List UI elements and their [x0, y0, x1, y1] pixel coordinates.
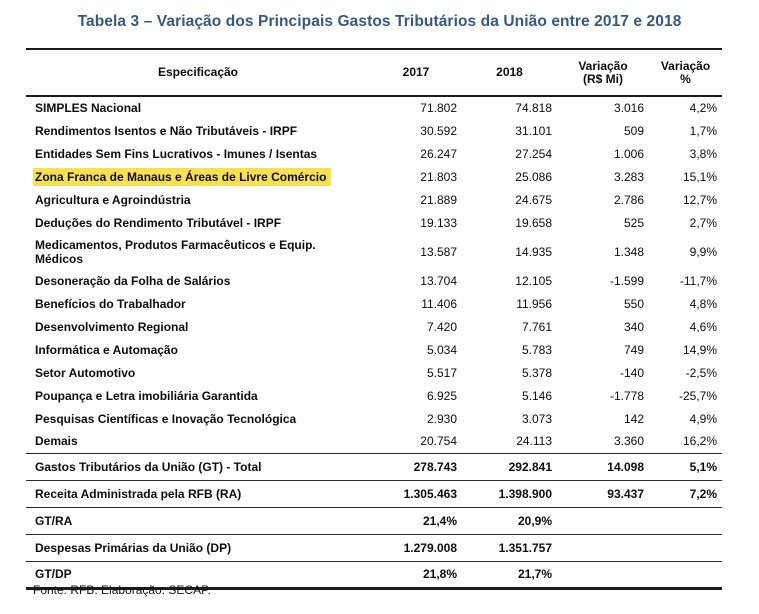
value-2017: 11.406 [421, 296, 457, 311]
value-2017: 21.803 [420, 169, 457, 184]
value-variacao-rsmi: 509 [623, 123, 644, 138]
col-header-variacao-rsmi-line1: Variação [578, 58, 628, 73]
value-2017: 1.305.463 [403, 486, 457, 501]
value-variacao-rsmi [557, 507, 649, 534]
row-label: Agricultura e Agroindústria [35, 192, 191, 207]
row-label [26, 165, 370, 188]
value-variacao-rsmi: 1.348 [613, 244, 644, 259]
value-variacao-pct: 4,6% [689, 319, 717, 334]
row-label: Demais [35, 434, 78, 449]
value-variacao-pct: -11,7% [679, 273, 717, 288]
value-2017: 71.802 [420, 101, 457, 115]
table-row [26, 211, 722, 234]
table-row [26, 269, 722, 292]
value-2017: 30.592 [420, 123, 457, 138]
value-variacao-rsmi [557, 534, 649, 561]
col-header-variacao-rsmi [557, 49, 649, 96]
value-2017: 1.279.008 [403, 540, 457, 555]
table-row-total [26, 453, 722, 480]
value-2017: 19.133 [420, 215, 457, 230]
value-2018: 25.086 [515, 169, 552, 184]
value-variacao-rsmi: 749 [623, 342, 644, 357]
table-row [26, 315, 722, 338]
value-variacao-rsmi: 340 [623, 319, 644, 334]
value-2018: 24.113 [516, 434, 552, 449]
row-label [26, 234, 370, 269]
row-label: Informática e Automação [35, 342, 178, 357]
row-label: GT/DP [35, 567, 72, 581]
table-row [26, 188, 722, 211]
source-note: Fonte: RFB. Elaboração: SECAP. [33, 583, 211, 597]
row-label: Gastos Tributários da União (GT) - Total [35, 459, 262, 474]
value-2018: 24.675 [515, 192, 552, 207]
value-variacao-rsmi: 525 [623, 215, 644, 230]
row-label: Rendimentos Isentos e Não Tributáveis - IRPF [35, 123, 298, 138]
value-2017: 6.925 [426, 388, 457, 403]
col-header-variacao-pct-line2: % [680, 71, 691, 86]
row-label: GT/RA [35, 513, 73, 528]
value-variacao-rsmi: -1.778 [609, 388, 644, 403]
value-variacao-pct: -2,5% [685, 365, 717, 380]
table-row-summary [26, 480, 722, 507]
value-2018: 5.146 [521, 388, 552, 403]
value-variacao-rsmi: 1.006 [613, 146, 644, 161]
table-header [26, 49, 722, 96]
value-2017: 21,4% [422, 513, 457, 528]
table-row [26, 119, 722, 142]
value-2017: 26.247 [420, 146, 457, 161]
value-variacao-pct: -25,7% [678, 388, 717, 403]
value-2018: 3.073 [521, 411, 552, 426]
value-variacao-rsmi [557, 561, 649, 588]
table-row [26, 430, 722, 453]
table-row [26, 142, 722, 165]
value-2018: 11.956 [516, 296, 552, 311]
value-2018: 5.783 [521, 342, 552, 357]
value-2018: 20,9% [517, 513, 552, 528]
value-variacao-rsmi: 142 [623, 411, 644, 426]
value-variacao-pct [649, 561, 722, 588]
table-row [26, 407, 722, 430]
col-header-especificacao: Especificação [26, 49, 370, 96]
value-variacao-pct: 14,9% [682, 342, 717, 357]
value-variacao-pct [649, 507, 722, 534]
col-header-variacao-pct [649, 49, 722, 96]
value-variacao-pct: 7,2% [689, 486, 717, 501]
value-2018: 74.818 [515, 101, 552, 115]
table-row-highlighted [26, 165, 722, 188]
value-variacao-pct: 3,8% [689, 146, 717, 161]
value-variacao-pct: 4,2% [689, 101, 717, 115]
value-variacao-pct: 16,2% [682, 434, 717, 449]
row-label: Benefícios do Trabalhador [35, 296, 186, 311]
table-title: Tabela 3 – Variação dos Principais Gastos Tributários da União entre 2017 e 2018 [77, 13, 682, 30]
value-2017: 278.743 [413, 459, 457, 474]
row-label: Desoneração da Folha de Salários [35, 273, 231, 288]
value-variacao-pct: 2,7% [689, 215, 717, 230]
col-header-2017: 2017 [370, 49, 462, 96]
value-2017: 13.587 [420, 244, 457, 259]
value-2018: 19.658 [515, 215, 552, 230]
value-2018: 5.378 [521, 365, 552, 380]
value-2018: 7.761 [521, 319, 552, 334]
value-variacao-pct: 4,9% [689, 411, 717, 426]
value-variacao-pct: 5,1% [689, 459, 717, 474]
value-variacao-rsmi: -140 [619, 365, 644, 380]
value-variacao-rsmi: 3.016 [613, 101, 644, 115]
value-variacao-rsmi: 93.437 [607, 486, 644, 501]
value-variacao-pct: 4,8% [689, 296, 717, 311]
table-row [26, 338, 722, 361]
table-row [26, 361, 722, 384]
col-header-variacao-rsmi-line2: (R$ Mi) [583, 71, 623, 86]
row-label: Poupança e Letra imobiliária Garantida [35, 388, 258, 403]
table-row [26, 96, 722, 119]
value-2018: 1.351.757 [498, 540, 552, 555]
value-variacao-rsmi: -1.599 [609, 273, 644, 288]
header-row [26, 49, 722, 96]
row-label: Desenvolvimento Regional [35, 319, 189, 334]
value-2018: 1.398.900 [498, 486, 552, 501]
value-2017: 21,8% [422, 567, 457, 581]
value-2018: 12.105 [515, 273, 552, 288]
data-table [26, 48, 722, 590]
value-2017: 13.704 [420, 273, 457, 288]
row-label: Deduções do Rendimento Tributável - IRPF [35, 215, 282, 230]
row-label: Receita Administrada pela RFB (RA) [35, 486, 242, 501]
value-variacao-rsmi: 550 [623, 296, 644, 311]
row-label: Setor Automotivo [35, 365, 136, 380]
value-variacao-rsmi: 3.283 [613, 169, 644, 184]
row-label: Despesas Primárias da União (DP) [35, 540, 232, 555]
value-2017: 5.034 [426, 342, 457, 357]
value-2018: 31.101 [515, 123, 552, 138]
row-label: Entidades Sem Fins Lucrativos - Imunes / Isentas [35, 146, 318, 161]
value-variacao-rsmi: 14.098 [607, 459, 644, 474]
table-row-summary [26, 507, 722, 534]
highlight-marker: Zona Franca de Manaus e Áreas de Livre Comércio [33, 168, 331, 186]
value-2018: 14.935 [515, 244, 552, 259]
table-body [26, 96, 722, 588]
value-variacao-pct: 9,9% [689, 244, 717, 259]
value-2017: 7.420 [426, 319, 457, 334]
table-row-summary [26, 534, 722, 561]
value-variacao-pct [649, 534, 722, 561]
value-2017: 20.754 [420, 434, 457, 449]
value-variacao-pct: 15,1% [682, 169, 717, 184]
row-label-text: Medicamentos, Produtos Farmacêuticos e Equip. Médicos [35, 237, 316, 266]
value-2018: 27.254 [515, 146, 552, 161]
value-2017: 5.517 [426, 365, 457, 380]
value-2018: 21,7% [517, 567, 552, 581]
value-2018: 292.841 [508, 459, 552, 474]
row-label: SIMPLES Nacional [35, 101, 142, 115]
col-header-variacao-pct-line1: Variação [660, 58, 711, 73]
value-variacao-rsmi: 2.786 [613, 192, 644, 207]
value-2017: 21.889 [420, 192, 457, 207]
table-row [26, 384, 722, 407]
table-row [26, 292, 722, 315]
row-label: Pesquisas Científicas e Inovação Tecnológica [35, 411, 297, 426]
value-2017: 2.930 [426, 411, 457, 426]
value-variacao-rsmi: 3.360 [613, 434, 644, 449]
value-variacao-pct: 12,7% [682, 192, 717, 207]
table-row [26, 234, 722, 269]
value-variacao-pct: 1,7% [689, 123, 717, 138]
col-header-2018: 2018 [462, 49, 557, 96]
